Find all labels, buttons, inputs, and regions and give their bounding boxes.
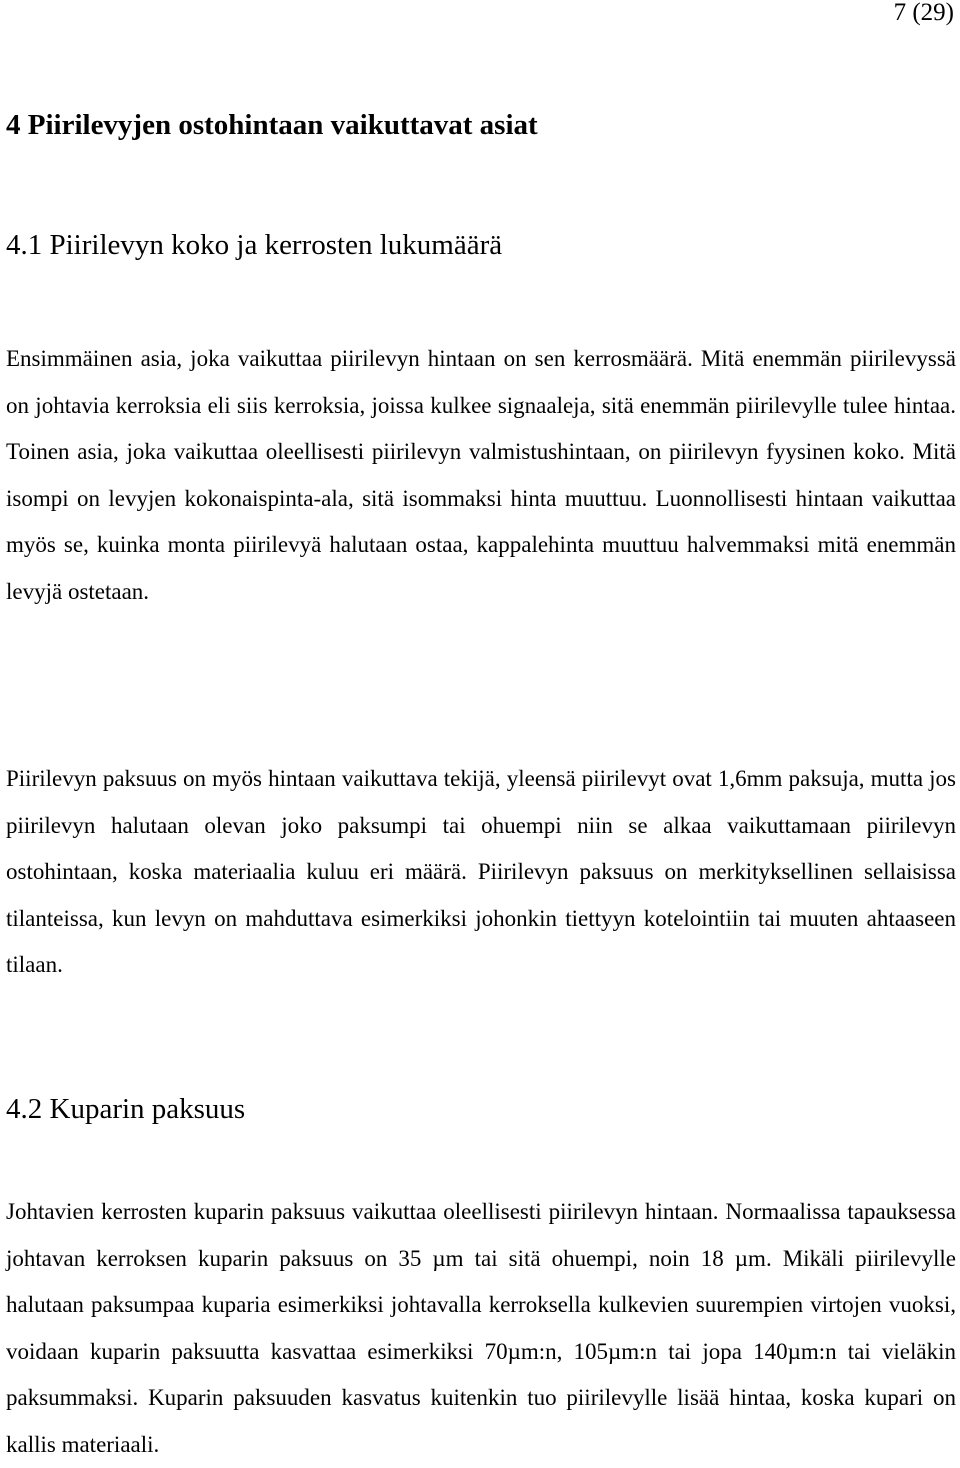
paragraph-copper-thickness: Johtavien kerrosten kuparin paksuus vaikuttaa oleellisesti piirilevyn hintaan. Normaalissa tapauksessa johtavan kerroksen kuparin paksuus on 35 µm tai sitä ohuempi, noin 18 µm. Mikäli piirilevylle halutaan paksumpaa kuparia esimerkiksi johtavalla kerroksella kulkevien suurempien virtojen vuoksi, voidaan kuparin paksuutta kasvattaa esimerkiksi 70µm:n, 105µm:n tai jopa 140µm:n tai vieläkin paksummaksi. Kuparin paksuuden kasvatus kuitenkin tuo piirilevylle lisää hintaa, koska kupari on kallis materiaali. — [6, 1199, 956, 1457]
paragraph-layers-and-size: Ensimmäinen asia, joka vaikuttaa piirilevyn hintaan on sen kerrosmäärä. Mitä enemmän piirilevyssä on johtavia kerroksia eli siis kerroksia, joissa kulkee signaaleja, sitä enemmän piirilevylle tulee hintaa. Toinen asia, joka vaikuttaa oleellisesti piirilevyn valmistushintaan, on piirilevyn fyysinen koko. Mitä isompi on levyjen kokonaispinta-ala, sitä isommaksi hinta muuttuu. Luonnollisesti hintaan vaikuttaa myös se, kuinka monta piirilevyä halutaan ostaa, kappalehinta muuttuu halvemmaksi mitä enemmän levyjä ostetaan. — [6, 346, 956, 604]
paragraph-board-thickness: Piirilevyn paksuus on myös hintaan vaikuttava tekijä, yleensä piirilevyt ovat 1,6mm paksuja, mutta jos piirilevyn halutaan olevan joko paksumpi tai ohuempi niin se alkaa vaikuttamaan piirilevyn ostohintaan, koska materiaalia kuluu eri määrä. Piirilevyn paksuus on merkityksellinen sellaisissa tilanteissa, kun levyn on mahduttava esimerkiksi johonkin tiettyyn kotelointiin tai muuten ahtaaseen tilaan. — [6, 766, 956, 977]
section-heading-4-1: 4.1 Piirilevyn koko ja kerrosten lukumäärä — [6, 229, 503, 261]
section-heading-4-2: 4.2 Kuparin paksuus — [6, 1093, 246, 1125]
section-heading-4: 4 Piirilevyjen ostohintaan vaikuttavat asiat — [6, 109, 538, 141]
page-number: 7 (29) — [893, 0, 954, 26]
